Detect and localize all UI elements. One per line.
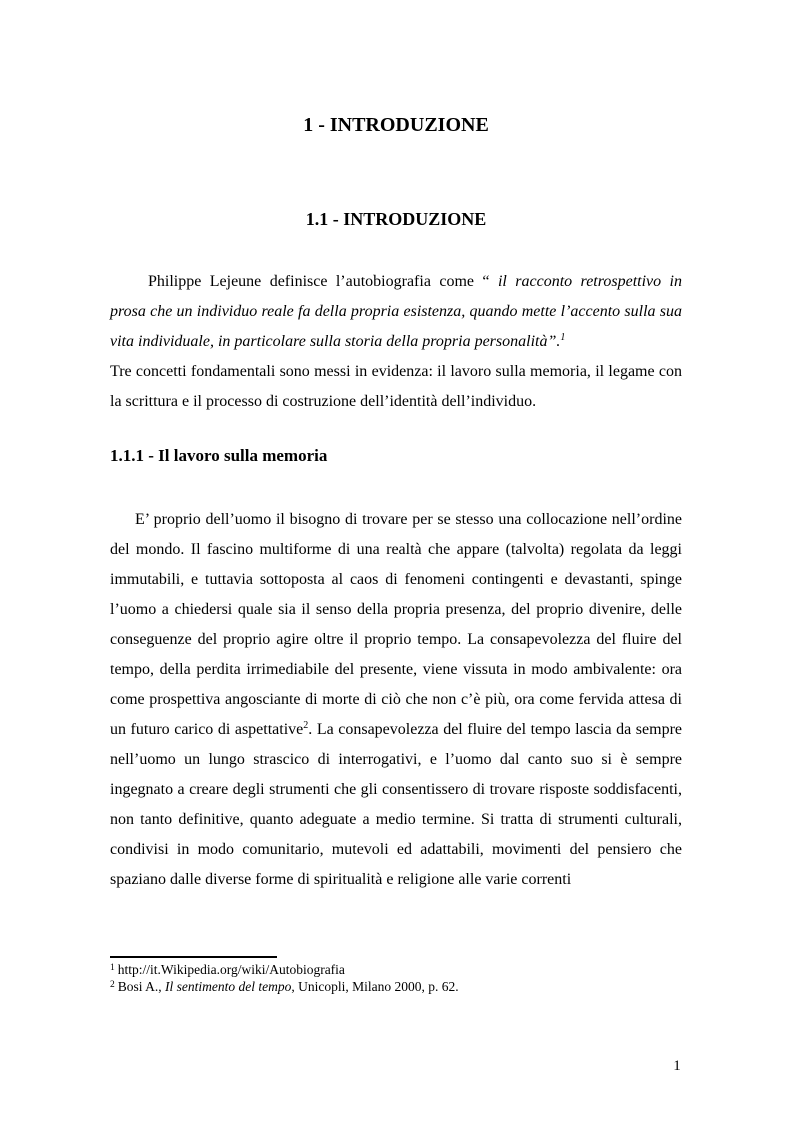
paragraph-tre-concetti (110, 357, 682, 417)
footnote-reference-2: 2 (303, 720, 309, 731)
section-heading: 1.1 - INTRODUZIONE (305, 209, 487, 229)
footnote-item-1 (110, 962, 682, 979)
footnote-book-title: Il sentimento del tempo (165, 978, 292, 994)
footnotes-section (110, 956, 682, 995)
footnote-marker-2: 2 (110, 979, 115, 990)
chapter-title: 1 - INTRODUZIONE (303, 114, 489, 136)
paragraph-lavoro-memoria (110, 505, 682, 895)
text-segment: Tre concetti fondamentali sono messi in evidenza: il lavoro sulla memoria, il legame con la scrittura e il processo di costruzione dell’identità dell’individuo. (110, 363, 682, 410)
footnote-marker-1: 1 (110, 963, 115, 973)
footnote-item-2 (110, 979, 682, 996)
page-content (110, 0, 682, 895)
quote-italic-segment: il racconto retrospettivo in prosa che un individuo reale fa della propria esistenza, quando mette l’accento sulla sua vita individuale, in particolare sulla storia della propria personalità”. (110, 273, 682, 350)
footnote-text: http://it.Wikipedia.org/wiki/Autobiografia (117, 962, 345, 977)
paragraph-lejeune-definition (110, 267, 682, 357)
text-segment: E’ proprio dell’uomo il bisogno di trovare per se stesso una collocazione nell’ordine del mondo. Il fascino multiforme di una realtà che appare (talvolta) regolata da leggi immutabili, e tuttavia sottoposta al caos di fenomeni contingenti e devastanti, spinge l’uomo a chiedersi quale sia il senso della propria presenza, del proprio divenire, delle conseguenze del proprio agire oltre il proprio tempo. La consapevolezza del fluire del tempo, della perdita irrimediabile del presente, viene vissuta in modo ambivalente: ora come prospettiva angosciante di morte di ciò che non c’è più, ora come fervida attesa di un futuro carico di aspettative (110, 511, 682, 738)
page-number: 1 (673, 1058, 681, 1074)
text-segment: Philippe Lejeune definisce l’autobiografia come “ (148, 273, 498, 290)
text-segment: . La consapevolezza del fluire del tempo lascia da sempre nell’uomo un lungo strascico di interrogativi, e l’uomo dal canto suo si è sempre ingegnato a creare degli strumenti che gli consentissero di trovare risposte soddisfacenti, non tanto definitive, quanto adeguate a medio termine. Si tratta di strumenti culturali, condivisi in modo comunitario, mutevoli ed adattabili, movimenti del pensiero che spaziano dalle diverse forme di spiritualità e religione alle varie correnti (110, 721, 682, 888)
footnote-separator-rule (110, 956, 277, 958)
subsection-heading: 1.1.1 - Il lavoro sulla memoria (110, 446, 328, 465)
footnote-text: , Unicopli, Milano 2000, p. 62. (291, 978, 459, 994)
footnote-reference-1: 1 (560, 332, 566, 343)
footnote-text: Bosi A., (117, 978, 166, 994)
